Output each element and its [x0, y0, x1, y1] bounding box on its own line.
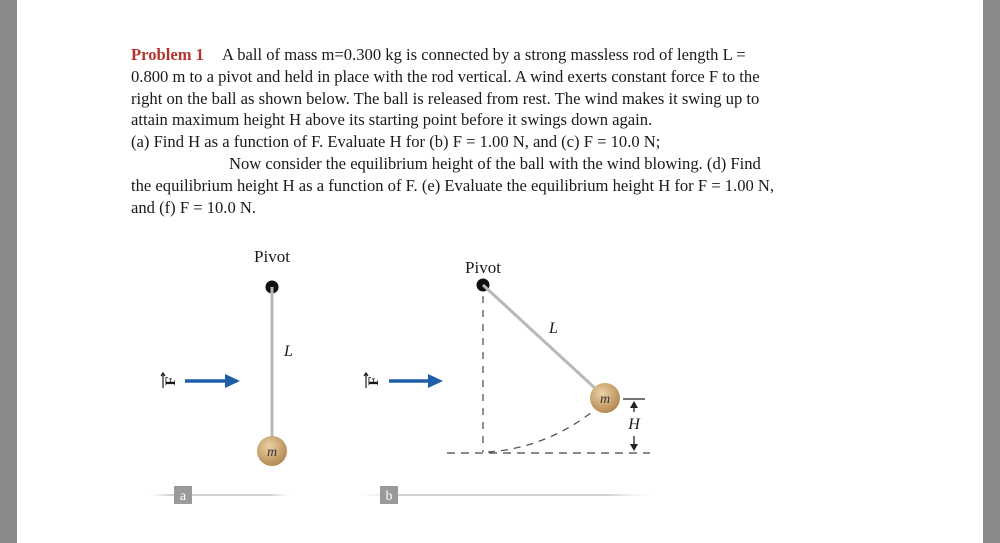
force-label — [364, 373, 382, 388]
problem-label: Problem 1 — [131, 45, 204, 64]
problem-line-5: (a) Find H as a function of F. Evaluate H for (b) F = 1.00 N, and (c) F = 10.0 N; — [131, 132, 661, 152]
ground-line — [360, 494, 650, 496]
force-symbol: F — [163, 376, 179, 386]
problem-line-3: right on the ball as shown below. The ball is released from rest. The wind makes it swing up to — [131, 88, 760, 108]
problem-text: A ball of mass m=0.300 kg is connected by a strong massless rod of length L = — [221, 45, 746, 64]
problem-line-4: attain maximum height H above its starting point before it swings down again. — [131, 110, 653, 130]
rod-length-label: L — [549, 320, 558, 337]
ground-line — [150, 494, 290, 496]
force-label — [161, 373, 179, 388]
panel-b — [360, 258, 650, 504]
panel-tag: b — [385, 489, 393, 504]
mass-label: m — [599, 392, 611, 407]
panel-tag: a — [179, 489, 187, 504]
problem-line-7: the equilibrium height H as a function of F. (e) Evaluate the equilibrium height H for F = 1.00 N, — [131, 175, 775, 195]
pivot-label: Pivot — [465, 258, 501, 277]
wind-force-arrow — [185, 374, 240, 388]
wind-force-arrow — [389, 374, 443, 388]
problem-line-8: and (f) F = 10.0 N. — [131, 197, 257, 217]
rod-length-label: L — [284, 343, 293, 360]
rod — [483, 285, 597, 390]
pivot-label: Pivot — [254, 247, 290, 266]
panel-a — [150, 247, 293, 504]
problem-line-6: Now consider the equilibrium height of the ball with the wind blowing. (d) Find — [229, 153, 761, 173]
height-label: H — [628, 416, 640, 433]
problem-line-2: 0.800 m to a pivot and held in place with the rod vertical. A wind exerts constant force F to the — [131, 66, 760, 86]
force-symbol: F — [366, 376, 382, 386]
mass-label: m — [266, 445, 278, 460]
swing-path — [488, 412, 592, 452]
